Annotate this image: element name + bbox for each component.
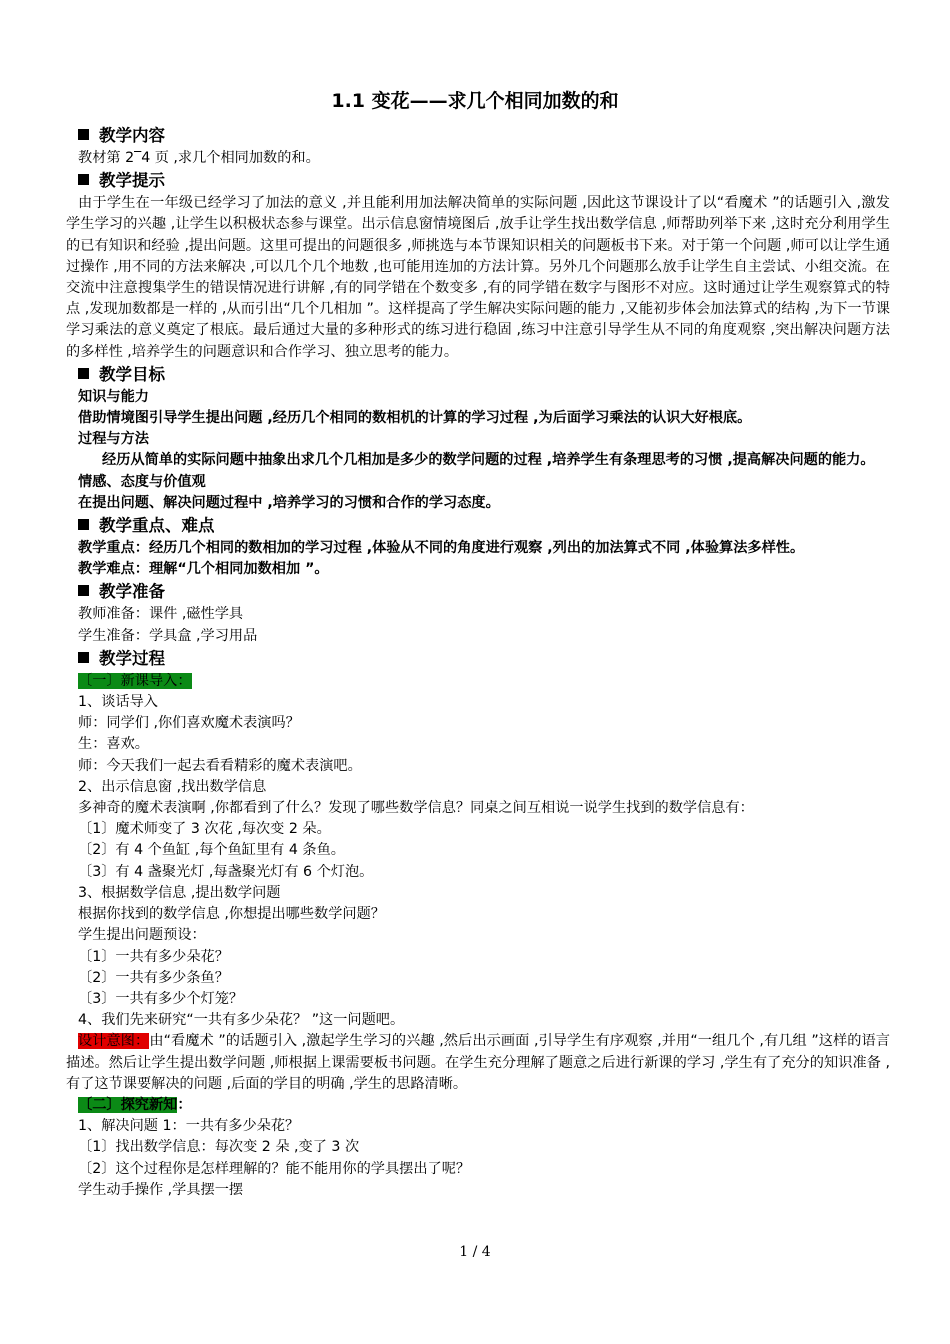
part1-label: 〔一〕新课导入： — [78, 672, 192, 689]
list-item: 1、解决问题 1：一共有多少朵花？ — [78, 1118, 300, 1135]
key-difficulty-text: 教学难点：理解“几个相同加数相加 ”。 — [78, 561, 329, 578]
list-item: 1、谈话导入 — [78, 694, 158, 711]
list-item: 〔1〕一共有多少朵花？ — [78, 948, 229, 965]
part1-label-line — [78, 671, 890, 692]
content-text: 教材第 2‾4 页 ,求几个相同加数的和。 — [78, 150, 320, 166]
goal-knowledge-text: 借助情境图引导学生提出问题 ,经历几个相同的数相机的计算的学习过程 ,为后面学习乘法的认识大好根底。 — [78, 410, 752, 427]
prep-teacher: 教师准备：课件 ,磁性学具 — [78, 606, 244, 623]
hint-paragraph: 由于学生在一年级已经学习了加法的意义 ,并且能利用加法解决简单的实际问题 ,因此这节课设计了以“看魔术 ”的话题引入 ,激发学生学习的兴趣 ,让学生以积极状态参与课堂。出示信息窗情境图后 ,放手让学生找出数学信息 ,师帮助列举下来 ,这时充分利用学生的已有知识和经验 ,提出问题。这里可提出的问题很多 ,师挑选与本节课知识相关的问题板书下来。对于第一个问题 ,师可以让学生通过操作 ,用不同的方法来解决 ,可以几个几个地数 ,也可能用连加的方法计算。另外几个问题那么放手让学生自主尝试、小组交流。在交流中注意搜集学生的错误情况进行讲解 ,有的同学错在个数变多 ,有的同学错在数字与图形不对应。这时通过让学生观察算式的特点 ,发现加数都是一样的 ,从而引出“几个几相加 ”。这样提高了学生解决实际问题的能力 ,又能初步体会加法算式的结构 ,为下一节课学习乘法的意义奠定了根底。最后通过大量的多种形式的练习进行稳固 ,练习中注意引导学生从不同的角度观察 ,突出解决问题方法的多样性 ,培养学生的问题意识和合作学习、独立思考的能力。 — [66, 195, 890, 360]
design-intent-text: 由“看魔术 ”的话题引入 ,激起学生学习的兴趣 ,然后出示画面 ,引导学生有序观察 ,并用“一组几个 ,有几组 ”这样的语言描述。然后让学生提出数学问题 ,师根据上课需要板书问题。在学生充分理解了题意之后进行新课的学习 ,学生有了充分的知识准备 ,有了这节课要解决的问题 ,后面的学目的明确 ,学生的思路清晰。 — [66, 1033, 890, 1092]
list-item: 多神奇的魔术表演啊 ,你都看到了什么？发现了哪些数学信息？同桌之间互相说一说学生找到的数学信息有： — [78, 800, 754, 817]
part2-label-colon: ： — [177, 1096, 192, 1113]
goal-process-text: 经历从简单的实际问题中抽象出求几个几相加是多少的数学问题的过程 ,培养学生有条理思考的习惯 ,提高解决问题的能力。 — [102, 452, 875, 469]
document-body — [66, 124, 890, 1201]
key-focus-text: 教学重点：经历几个相同的数相加的学习过程 ,体验从不同的角度进行观察 ,列出的加法算式不同 ,体验算法多样性。 — [78, 540, 805, 557]
goal-emotion-text: 在提出问题、解决问题过程中 ,培养学习的习惯和合作的学习态度。 — [78, 494, 500, 511]
section-heading-process: 教学过程 — [78, 647, 890, 671]
list-item: 师：今天我们一起去看看精彩的魔术表演吧。 — [78, 757, 362, 774]
part2-label-line — [78, 1095, 890, 1116]
list-item: 〔2〕这个过程你是怎样理解的？能不能用你的学具摆出了呢？ — [78, 1160, 471, 1177]
section-heading-prep: 教学准备 — [78, 580, 890, 604]
square-bullet-icon — [78, 368, 89, 379]
part1-lines — [66, 692, 890, 1031]
square-bullet-icon — [78, 585, 89, 596]
prep-student: 学生准备：学具盒 ,学习用品 — [78, 627, 258, 644]
goal-knowledge-title: 知识与能力 — [78, 388, 149, 405]
page-number: 1 / 4 — [459, 1244, 491, 1260]
list-item: 2、出示信息窗 ,找出数学信息 — [78, 778, 267, 795]
section-heading-key: 教学重点、难点 — [78, 514, 890, 538]
list-item: 学生动手操作 ,学具摆一摆 — [78, 1181, 244, 1198]
part2-label: 〔二〕探究新知 — [78, 1096, 178, 1113]
list-item: 〔2〕有 4 个鱼缸 ,每个鱼缸里有 4 条鱼。 — [78, 842, 345, 859]
list-item: 〔3〕一共有多少个灯笼？ — [78, 990, 244, 1007]
goal-process-title: 过程与方法 — [78, 431, 149, 448]
section-heading-goals: 教学目标 — [78, 363, 890, 387]
list-item: 生：喜欢。 — [78, 736, 149, 753]
list-item: 根据你找到的数学信息 ,你想提出哪些数学问题？ — [78, 906, 385, 923]
section-heading-content: 教学内容 — [78, 124, 890, 148]
list-item: 〔3〕有 4 盏聚光灯 ,每盏聚光灯有 6 个灯泡。 — [78, 863, 374, 880]
square-bullet-icon — [78, 174, 89, 185]
square-bullet-icon — [78, 519, 89, 530]
list-item: 〔2〕一共有多少条鱼？ — [78, 969, 229, 986]
list-item: 〔1〕找出数学信息：每次变 2 朵 ,变了 3 次 — [78, 1139, 360, 1156]
list-item: 4、我们先来研究“一共有多少朵花？ ”这一问题吧。 — [78, 1012, 405, 1029]
list-item: 3、根据数学信息 ,提出数学问题 — [78, 884, 281, 901]
list-item: 学生提出问题预设： — [78, 927, 206, 944]
square-bullet-icon — [78, 129, 89, 140]
document-title: 1.1 变花——求几个相同加数的和 — [331, 90, 619, 112]
list-item: 师：同学们 ,你们喜欢魔术表演吗？ — [78, 715, 300, 732]
square-bullet-icon — [78, 652, 89, 663]
part2-lines — [66, 1116, 890, 1201]
list-item: 〔1〕魔术师变了 3 次花 ,每次变 2 朵。 — [78, 821, 331, 838]
section-heading-hint: 教学提示 — [78, 169, 890, 193]
design-intent-paragraph — [66, 1031, 890, 1095]
design-intent-label: 设计意图： — [78, 1033, 150, 1050]
goal-emotion-title: 情感、态度与价值观 — [78, 473, 206, 490]
